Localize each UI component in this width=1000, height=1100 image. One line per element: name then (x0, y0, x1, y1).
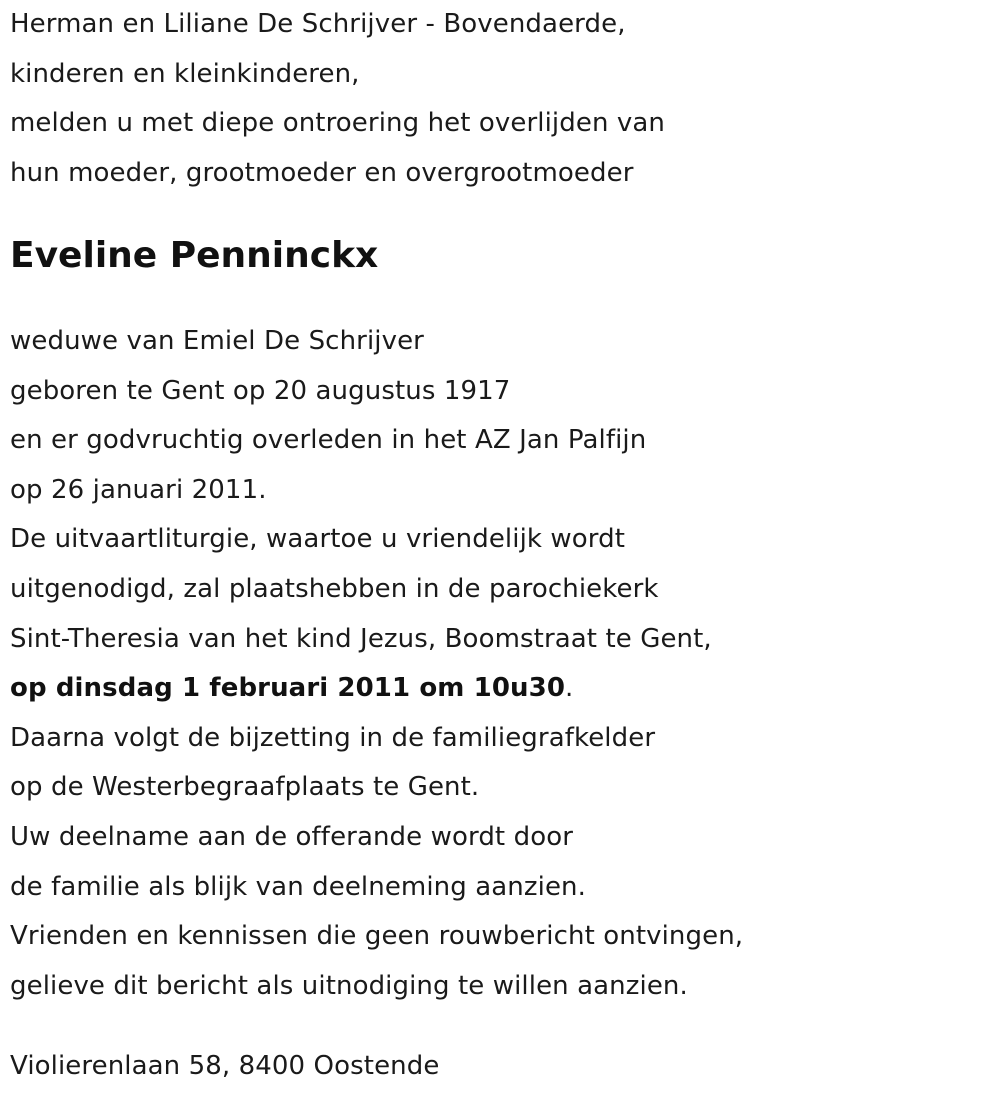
details-line: op 26 januari 2011. (10, 474, 267, 505)
intro-paragraph (10, 0, 665, 198)
details-line: uitgenodigd, zal plaatshebben in de parochiekerk (10, 573, 659, 604)
address: Violierenlaan 58, 8400 Oostende (10, 1051, 440, 1081)
details-paragraph (10, 317, 743, 1011)
intro-line: hun moeder, grootmoeder en overgrootmoeder (10, 157, 634, 188)
details-line: Daarna volgt de bijzetting in de familiegrafkelder (10, 722, 656, 753)
funeral-date: op dinsdag 1 februari 2011 om 10u30 (10, 673, 566, 704)
details-line: geboren te Gent op 20 augustus 1917 (10, 375, 511, 406)
details-line: De uitvaartliturgie, waartoe u vriendelijk wordt (10, 524, 626, 555)
details-line: gelieve dit bericht als uitnodiging te willen aanzien. (10, 970, 688, 1001)
funeral-date-line (10, 664, 743, 714)
details-line: Uw deelname aan de offerande wordt door (10, 821, 574, 852)
details-line: Vrienden en kennissen die geen rouwbericht ontvingen, (10, 921, 744, 952)
details-line: en er godvruchtig overleden in het AZ Jan Palfijn (10, 425, 647, 456)
details-line: weduwe van Emiel De Schrijver (10, 326, 424, 356)
intro-line: kinderen en kleinkinderen, (10, 58, 360, 89)
details-line: de familie als blijk van deelneming aanzien. (10, 871, 586, 902)
deceased-name: Eveline Penninckx (10, 235, 379, 276)
address-block (10, 1042, 439, 1092)
intro-line: Herman en Liliane De Schrijver - Bovendaerde, (10, 9, 626, 39)
funeral-date-period: . (565, 673, 574, 704)
details-line: Sint-Theresia van het kind Jezus, Boomstraat te Gent, (10, 623, 712, 654)
details-line: op de Westerbegraafplaats te Gent. (10, 772, 480, 803)
intro-line: melden u met diepe ontroering het overlijden van (10, 108, 665, 139)
